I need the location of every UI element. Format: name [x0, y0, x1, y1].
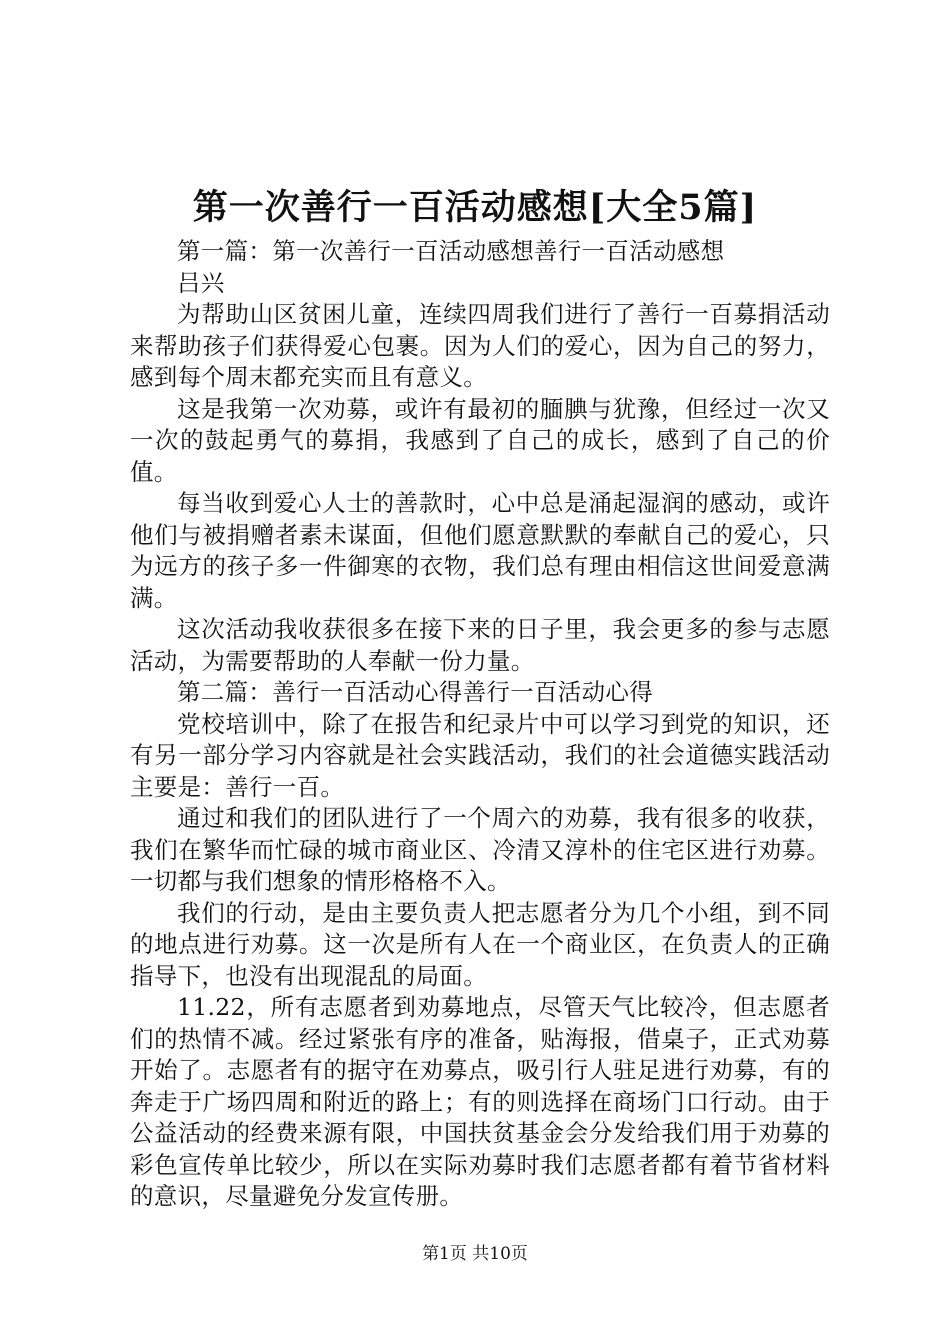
paragraph: 这是我第一次劝募，或许有最初的腼腆与犹豫，但经过一次又一次的鼓起勇气的募捐，我感到了自己的成长，感到了自己的价值。 [130, 394, 830, 486]
paragraph: 为帮助山区贫困儿童，连续四周我们进行了善行一百募捐活动来帮助孩子们获得爱心包裹。因为人们的爱心，因为自己的努力，感到每个周末都充实而且有意义。 [130, 300, 830, 391]
paragraph: 11.22，所有志愿者到劝募地点，尽管天气比较冷，但志愿者们的热情不减。经过紧张有序的准备，贴海报，借桌子，正式劝募开始了。志愿者有的据守在劝募点，吸引行人驻足进行劝募，有的奔走于广场四周和附近的路上；有的则选择在商场门口行动。由于公益活动的经费来源有限，中国扶贫基金会分发给我们用于劝募的彩色宣传单比较少，所以在实际劝募时我们志愿者都有着节省材料的意识，尽量避免分发宣传册。 [130, 993, 830, 1210]
author-line: 吕兴 [177, 268, 225, 297]
paragraph: 这次活动我收获很多在接下来的日子里，我会更多的参与志愿活动，为需要帮助的人奉献一份力量。 [130, 615, 830, 675]
document-title: 第一次善行一百活动感想[大全5篇] [192, 187, 758, 228]
paragraph: 党校培训中，除了在报告和纪录片中可以学习到党的知识，还有另一部分学习内容就是社会实践活动，我们的社会道德实践活动主要是：善行一百。 [130, 709, 830, 801]
section-heading-2: 第二篇：善行一百活动心得善行一百活动心得 [177, 678, 653, 706]
section-heading-1: 第一篇：第一次善行一百活动感想善行一百活动感想 [177, 237, 725, 265]
page-number: 第1页 共10页 [422, 1244, 528, 1264]
paragraph: 每当收到爱心人士的善款时，心中总是涌起湿润的感动，或许他们与被捐赠者素未谋面，但他们愿意默默的奉献自己的爱心，只为远方的孩子多一件御寒的衣物，我们总有理由相信这世间爱意满满。 [130, 489, 830, 612]
paragraph: 通过和我们的团队进行了一个周六的劝募，我有很多的收获，我们在繁华而忙碌的城市商业区、冷清又淳朴的住宅区进行劝募。一切都与我们想象的情形格格不入。 [130, 804, 830, 895]
paragraph: 我们的行动，是由主要负责人把志愿者分为几个小组，到不同的地点进行劝募。这一次是所有人在一个商业区，在负责人的正确指导下，也没有出现混乱的局面。 [130, 898, 830, 990]
document-body [130, 236, 830, 1213]
